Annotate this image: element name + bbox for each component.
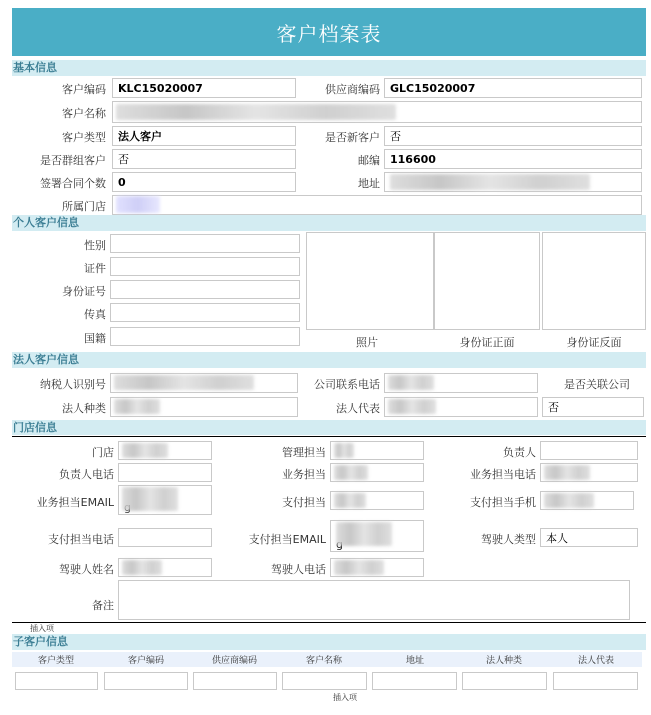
photo-upload-box[interactable] bbox=[306, 232, 434, 330]
child-customer-type-input[interactable] bbox=[15, 672, 98, 690]
redacted-customer-name bbox=[116, 104, 396, 120]
certificate-field[interactable] bbox=[110, 257, 300, 276]
related-company-field[interactable]: 否 bbox=[542, 397, 644, 417]
section-basic-header: 基本信息 bbox=[12, 60, 646, 76]
gender-label: 性别 bbox=[84, 239, 106, 252]
driver-phone-label: 驾驶人电话 bbox=[271, 563, 326, 576]
store-top-divider bbox=[12, 436, 646, 437]
child-col-supplier-code: 供应商编码 bbox=[212, 656, 258, 666]
child-address-input[interactable] bbox=[372, 672, 457, 690]
redacted-store-name bbox=[122, 443, 168, 458]
pay-label: 支付担当 bbox=[282, 496, 326, 509]
section-personal-header: 个人客户信息 bbox=[12, 215, 646, 231]
driver-name-label: 驾驶人姓名 bbox=[59, 563, 114, 576]
store-bottom-divider bbox=[12, 622, 646, 623]
redacted-legal-rep bbox=[388, 399, 436, 414]
redacted-pay-mobile bbox=[544, 493, 594, 508]
customer-type-label: 客户类型 bbox=[62, 131, 106, 144]
contracts-count-field[interactable]: 0 bbox=[112, 172, 296, 192]
company-phone-label: 公司联系电话 bbox=[314, 378, 380, 391]
redacted-pay-email bbox=[336, 522, 392, 546]
customer-code-label: 客户编码 bbox=[62, 83, 106, 96]
postcode-label: 邮编 bbox=[358, 154, 380, 167]
pay-phone-field[interactable] bbox=[118, 528, 212, 547]
biz-phone-label: 业务担当电话 bbox=[470, 468, 536, 481]
legal-rep-label: 法人代表 bbox=[336, 402, 380, 415]
redacted-taxpayer-id bbox=[114, 375, 254, 390]
customer-name-label: 客户名称 bbox=[62, 107, 106, 120]
is-new-customer-label: 是否新客户 bbox=[325, 131, 380, 144]
postcode-field[interactable]: 116600 bbox=[384, 149, 642, 169]
biz-label: 业务担当 bbox=[282, 468, 326, 481]
redacted-manager bbox=[334, 443, 354, 458]
gender-field[interactable] bbox=[110, 234, 300, 253]
owner-phone-label: 负责人电话 bbox=[59, 468, 114, 481]
store-insert-row-link[interactable]: 插入项 bbox=[30, 624, 54, 633]
supplier-code-field[interactable]: GLC15020007 bbox=[384, 78, 642, 98]
page-title: 客户档案表 bbox=[12, 8, 646, 56]
id-back-upload-box[interactable] bbox=[542, 232, 646, 330]
child-col-legal-rep: 法人代表 bbox=[578, 656, 615, 666]
store-label: 门店 bbox=[92, 446, 114, 459]
is-group-customer-label: 是否群组客户 bbox=[40, 154, 106, 167]
contracts-count-label: 签署合同个数 bbox=[40, 177, 106, 190]
remark-label: 备注 bbox=[92, 599, 114, 612]
manager-label: 管理担当 bbox=[282, 446, 326, 459]
pay-mobile-label: 支付担当手机 bbox=[470, 496, 536, 509]
child-legal-rep-input[interactable] bbox=[553, 672, 638, 690]
section-legal-header: 法人客户信息 bbox=[12, 352, 646, 368]
customer-type-field[interactable]: 法人客户 bbox=[112, 126, 296, 146]
child-col-customer-code: 客户编码 bbox=[128, 656, 165, 666]
pay-email-label: 支付担当EMAIL bbox=[248, 533, 326, 546]
id-number-label: 身份证号 bbox=[62, 285, 106, 298]
redacted-biz-email bbox=[122, 487, 178, 511]
is-group-customer-field[interactable]: 否 bbox=[112, 149, 296, 169]
photo-caption: 照片 bbox=[356, 336, 378, 349]
fax-field[interactable] bbox=[110, 303, 300, 322]
remark-field[interactable] bbox=[118, 580, 630, 620]
child-supplier-code-input[interactable] bbox=[193, 672, 277, 690]
redacted-company-phone bbox=[388, 375, 434, 390]
child-col-customer-type: 客户类型 bbox=[38, 656, 75, 666]
child-customer-name-input[interactable] bbox=[282, 672, 367, 690]
taxpayer-id-label: 纳税人识别号 bbox=[40, 378, 106, 391]
biz-email-label: 业务担当EMAIL bbox=[36, 496, 114, 509]
child-table-header bbox=[12, 652, 642, 667]
id-number-field[interactable] bbox=[110, 280, 300, 299]
driver-type-field[interactable]: 本人 bbox=[540, 528, 638, 547]
store-belong-field[interactable] bbox=[112, 195, 642, 215]
id-front-upload-box[interactable] bbox=[434, 232, 540, 330]
redacted-store bbox=[116, 196, 160, 213]
redacted-pay bbox=[334, 493, 366, 508]
customer-code-field[interactable]: KLC15020007 bbox=[112, 78, 296, 98]
certificate-label: 证件 bbox=[84, 262, 106, 275]
owner-label: 负责人 bbox=[503, 446, 536, 459]
legal-type-label: 法人种类 bbox=[62, 402, 106, 415]
address-label: 地址 bbox=[358, 177, 380, 190]
id-front-caption: 身份证正面 bbox=[459, 336, 515, 349]
supplier-code-label: 供应商编码 bbox=[325, 83, 380, 96]
driver-type-label: 驾驶人类型 bbox=[481, 533, 536, 546]
child-insert-row-link[interactable]: 插入项 bbox=[333, 693, 357, 702]
child-col-address: 地址 bbox=[406, 656, 425, 666]
nationality-label: 国籍 bbox=[84, 332, 106, 345]
child-customer-code-input[interactable] bbox=[104, 672, 188, 690]
store-belong-label: 所属门店 bbox=[62, 200, 106, 213]
owner-field[interactable] bbox=[540, 441, 638, 460]
owner-phone-field[interactable] bbox=[118, 463, 212, 482]
redacted-address bbox=[390, 174, 590, 190]
nationality-field[interactable] bbox=[110, 327, 300, 346]
section-child-header: 子客户信息 bbox=[12, 634, 646, 650]
redacted-biz bbox=[334, 465, 368, 480]
child-legal-type-input[interactable] bbox=[462, 672, 547, 690]
child-col-legal-type: 法人种类 bbox=[486, 656, 523, 666]
is-new-customer-field[interactable]: 否 bbox=[384, 126, 642, 146]
section-store-header: 门店信息 bbox=[12, 420, 646, 435]
id-back-caption: 身份证反面 bbox=[566, 336, 622, 349]
redacted-biz-phone bbox=[544, 465, 590, 480]
fax-label: 传真 bbox=[84, 308, 106, 321]
redacted-legal-type bbox=[114, 399, 160, 414]
related-company-label: 是否关联公司 bbox=[564, 378, 630, 391]
redacted-driver-phone bbox=[334, 560, 384, 575]
redacted-driver-name bbox=[122, 560, 162, 575]
child-col-customer-name: 客户名称 bbox=[306, 656, 343, 666]
pay-phone-label: 支付担当电话 bbox=[48, 533, 114, 546]
